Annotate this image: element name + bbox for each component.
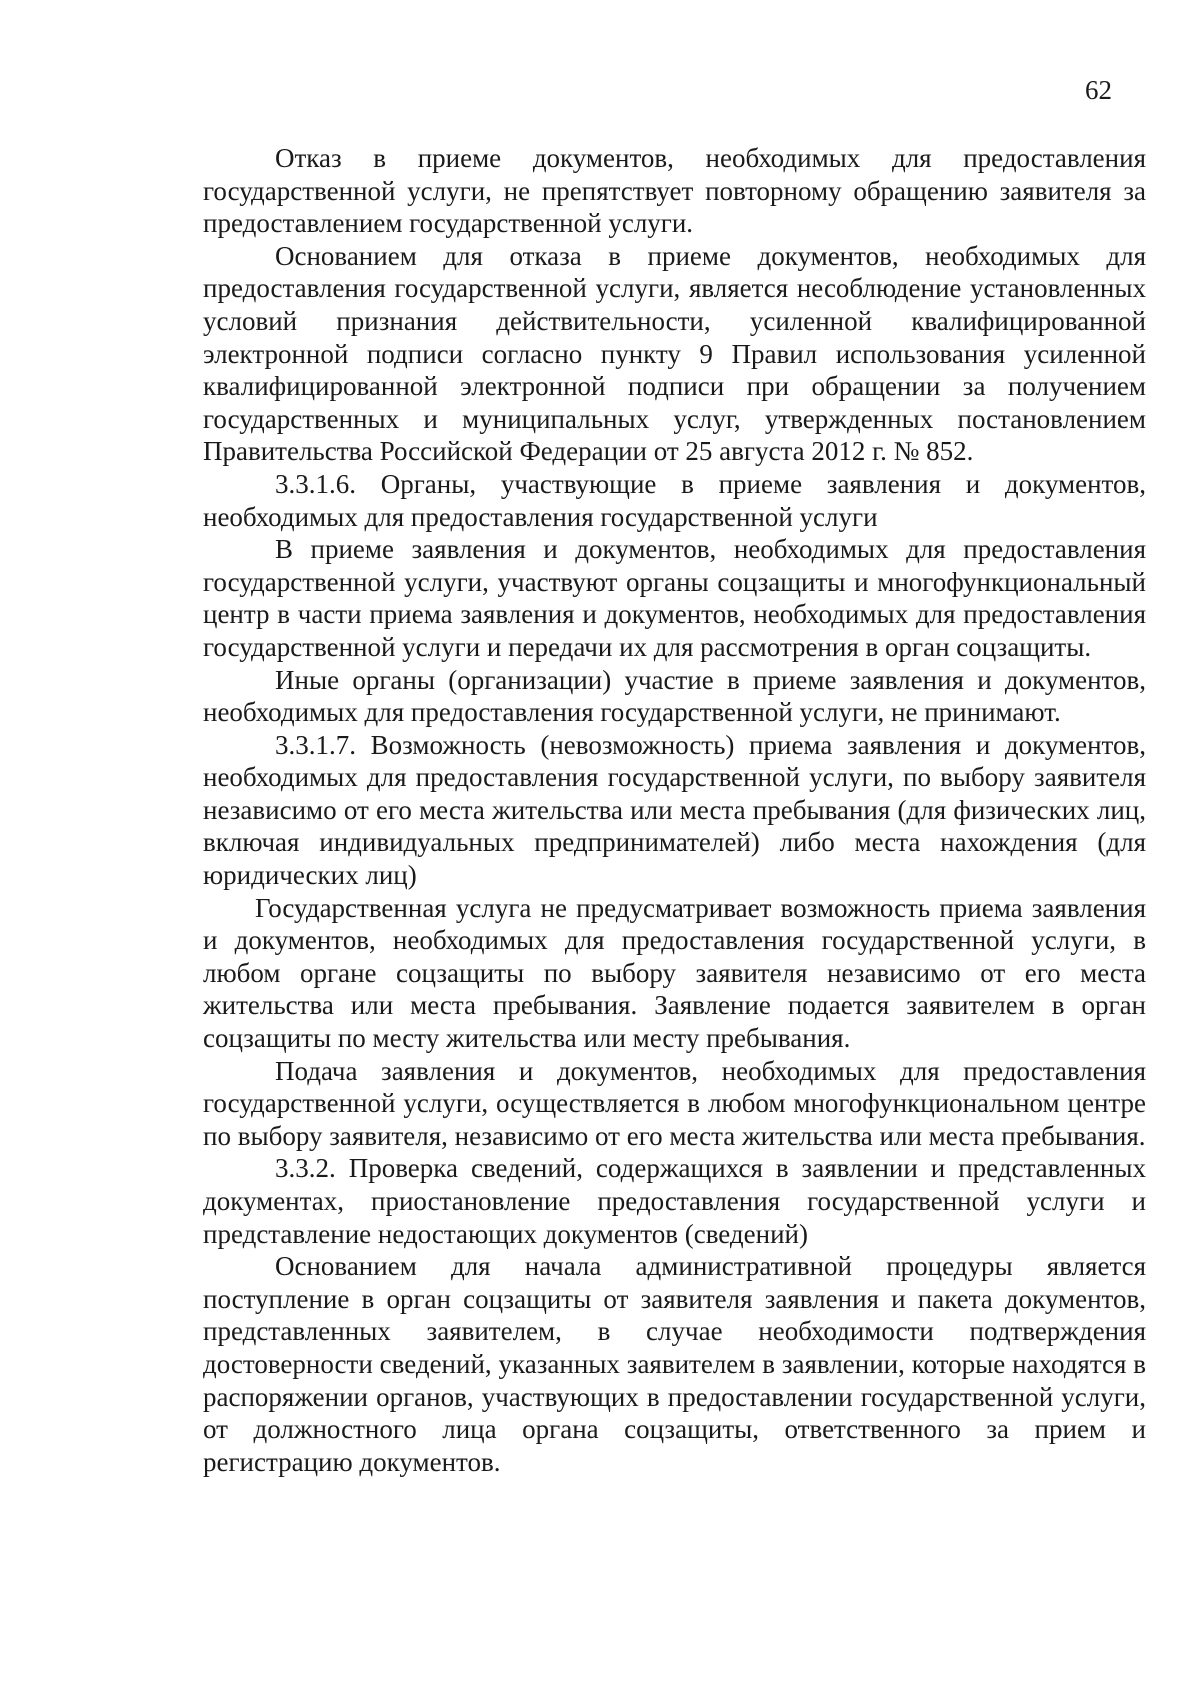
section-heading-3-3-1-7: 3.3.1.7. Возможность (невозможность) приема заявления и документов, необходимых для предоставления государственной услуги, по выбору заявителя независимо от его места жительства или места пребывания (для физических лиц, включая индивидуальных предпринимателей) либо места нахождения (для юридических лиц): [203, 729, 1146, 891]
paragraph-refusal-grounds: Основанием для отказа в приеме документов, необходимых для предоставления государственной услуги, является несоблюдение установленных условий признания действительности, усиленной квалифицированной электронной подписи согласно пункту 9 Правил использования усиленной квалифицированной электронной подписи при обращении за получением государственных и муниципальных услуг, утвержденных постановлением Правительства Российской Федерации от 25 августа 2012 г. № 852.: [203, 240, 1146, 467]
section-heading-3-3-2: 3.3.2. Проверка сведений, содержащихся в заявлении и представленных документах, приостановление предоставления государственной услуги и представление недостающих документов (сведений): [203, 1153, 1146, 1249]
section-heading-3-3-1-6: 3.3.1.6. Органы, участвующие в приеме заявления и документов, необходимых для предоставления государственной услуги: [203, 468, 1146, 532]
paragraph-refusal-no-obstacle: Отказ в приеме документов, необходимых для предоставления государственной услуги, не препятствует повторному обращению заявителя за предоставлением государственной услуги.: [203, 143, 1146, 239]
paragraph-procedure-grounds: Основанием для начала административной процедуры является поступление в орган соцзащиты от заявителя заявления и пакета документов, представленных заявителем, в случае необходимости подтверждения достоверности сведений, указанных заявителем в заявлении, которые находятся в распоряжении органов, участвующих в предоставлении государственной услуги, от должностного лица органа соцзащиты, ответственного за прием и регистрацию документов.: [203, 1251, 1146, 1477]
paragraph-mfc-submission: Подача заявления и документов, необходимых для предоставления государственной услуги, осуществляется в любом многофункциональном центре по выбору заявителя, независимо от его места жительства или места пребывания.: [203, 1055, 1146, 1151]
paragraph-no-extraterritorial: Государственная услуга не предусматривает возможность приема заявления и документов, необходимых для предоставления государственной услуги, в любом органе соцзащиты по выбору заявителя независимо от его места жительства или места пребывания. Заявление подается заявителем в орган соцзащиты по месту жительства или месту пребывания.: [203, 892, 1146, 1054]
paragraph-other-bodies: Иные органы (организации) участие в приеме заявления и документов, необходимых для предоставления государственной услуги, не принимают.: [203, 664, 1146, 728]
paragraph-participating-bodies: В приеме заявления и документов, необходимых для предоставления государственной услуги, участвуют органы соцзащиты и многофункциональный центр в части приема заявления и документов, необходимых для предоставления государственной услуги и передачи их для рассмотрения в орган соцзащиты.: [203, 534, 1146, 662]
document-body: [203, 142, 1146, 1478]
page-number: 62: [1085, 75, 1112, 105]
